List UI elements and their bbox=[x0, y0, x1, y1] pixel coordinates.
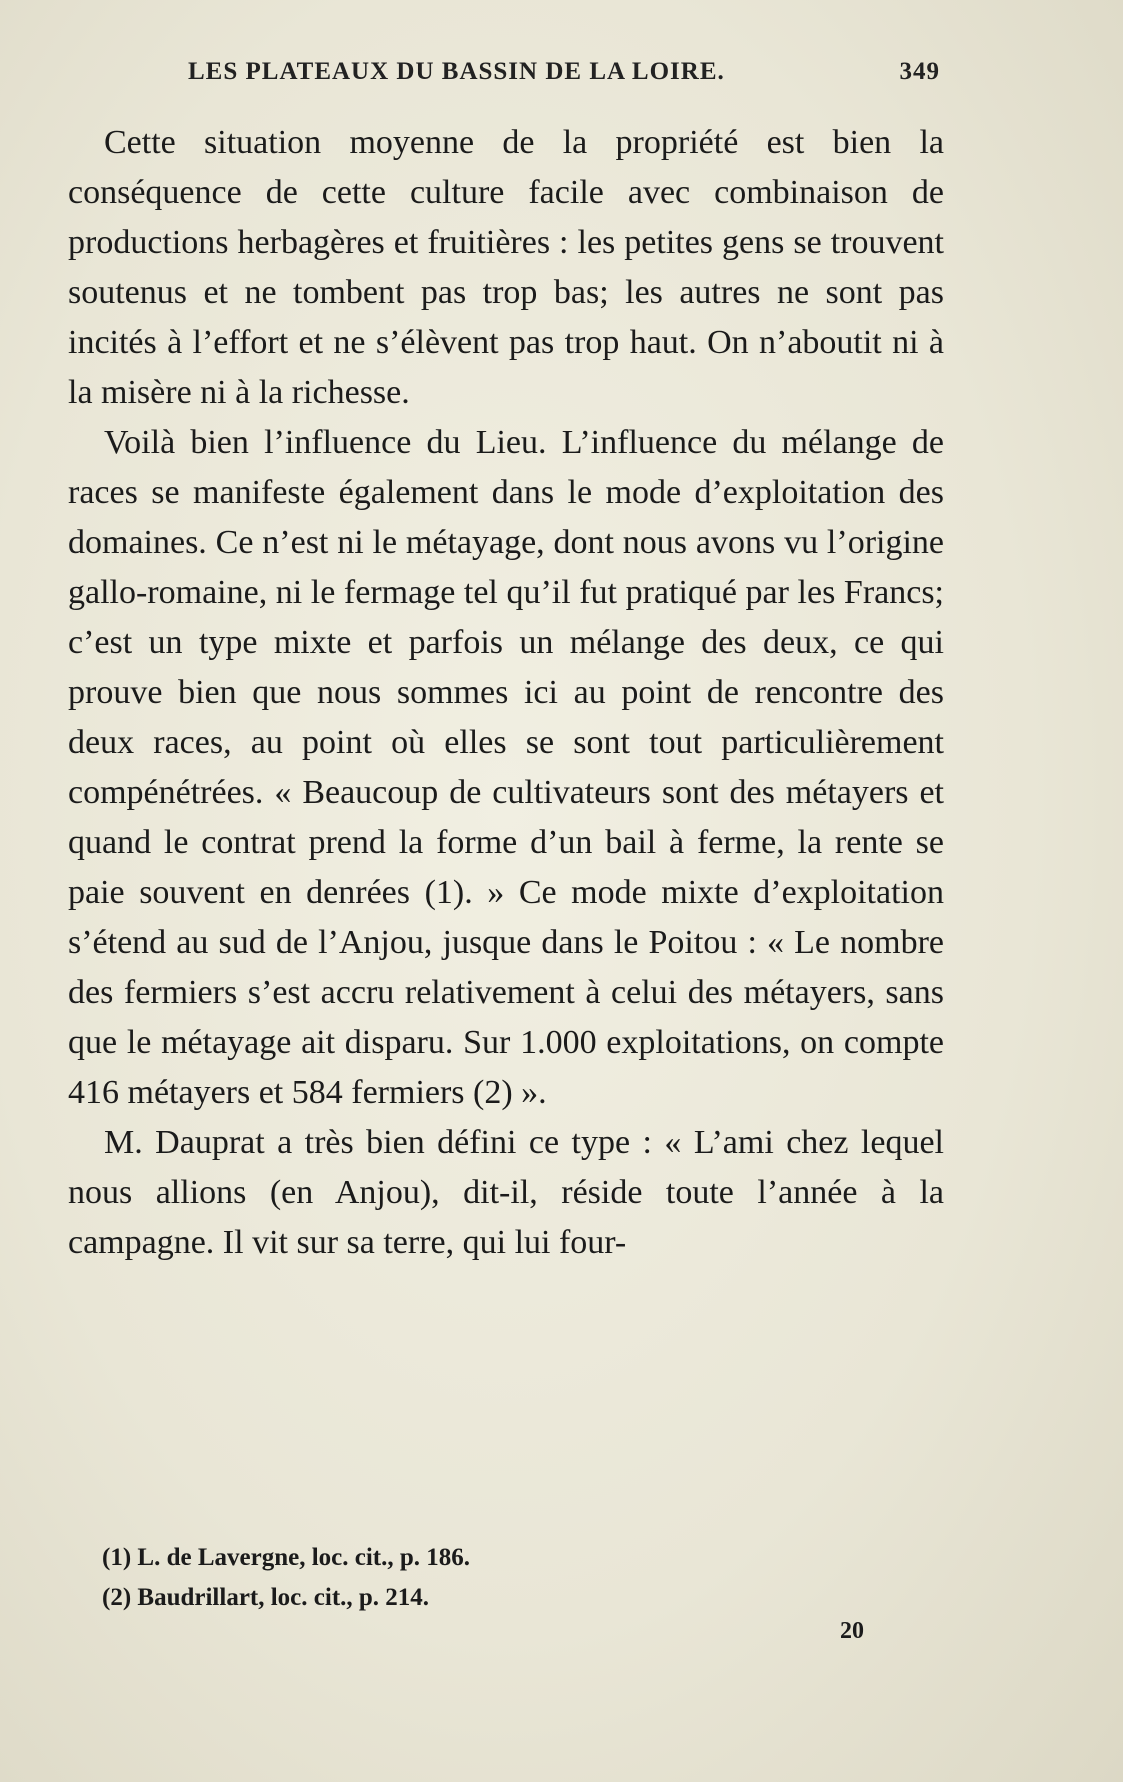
running-head-title: LES PLATEAUX DU BASSIN DE LA LOIRE. bbox=[188, 58, 725, 85]
body-text bbox=[68, 118, 944, 1268]
page-number: 349 bbox=[899, 58, 940, 85]
footnote-1: (1) L. de Lavergne, loc. cit., p. 186. bbox=[102, 1544, 471, 1571]
running-head bbox=[188, 58, 940, 92]
footnote-2: (2) Baudrillart, loc. cit., p. 214. bbox=[102, 1584, 430, 1611]
paragraph-1: Cette situation moyenne de la propriété est bien la conséquence de cette culture facile avec combinaison de productions herbagères et fruitières : les petites gens se trouvent soutenus et ne tombent pas trop bas; les autres ne sont pas incités à l’effort et ne s’élèvent pas trop haut. On n’aboutit ni à la misère ni à la richesse. bbox=[68, 124, 944, 411]
footnotes bbox=[102, 1538, 802, 1618]
paragraph-2: Voilà bien l’influence du Lieu. L’influence du mélange de races se manifeste également dans le mode d’exploitation des domaines. Ce n’est ni le métayage, dont nous avons vu l’origine gallo-romaine, ni le fermage tel qu’il fut pratiqué par les Francs; c’est un type mixte et parfois un mélange des deux, ce qui prouve bien que nous sommes ici au point de rencontre des deux races, au point où elles se sont tout particulièrement compénétrées. « Beaucoup de cultivateurs sont des métayers et quand le contrat prend la forme d’un bail à ferme, la rente se paie souvent en denrées (1). » Ce mode mixte d’exploitation s’étend au sud de l’Anjou, jusque dans le Poitou : « Le nombre des fermiers s’est accru relativement à celui des métayers, sans que le métayage ait disparu. Sur 1.000 exploitations, on compte 416 métayers et 584 fermiers (2) ». bbox=[68, 424, 944, 1111]
signature-mark: 20 bbox=[840, 1618, 864, 1644]
paragraph-3: M. Dauprat a très bien défini ce type : « L’ami chez lequel nous allions (en Anjou), dit-il, réside toute l’année à la campagne. Il vit sur sa terre, qui lui four- bbox=[68, 1124, 944, 1261]
